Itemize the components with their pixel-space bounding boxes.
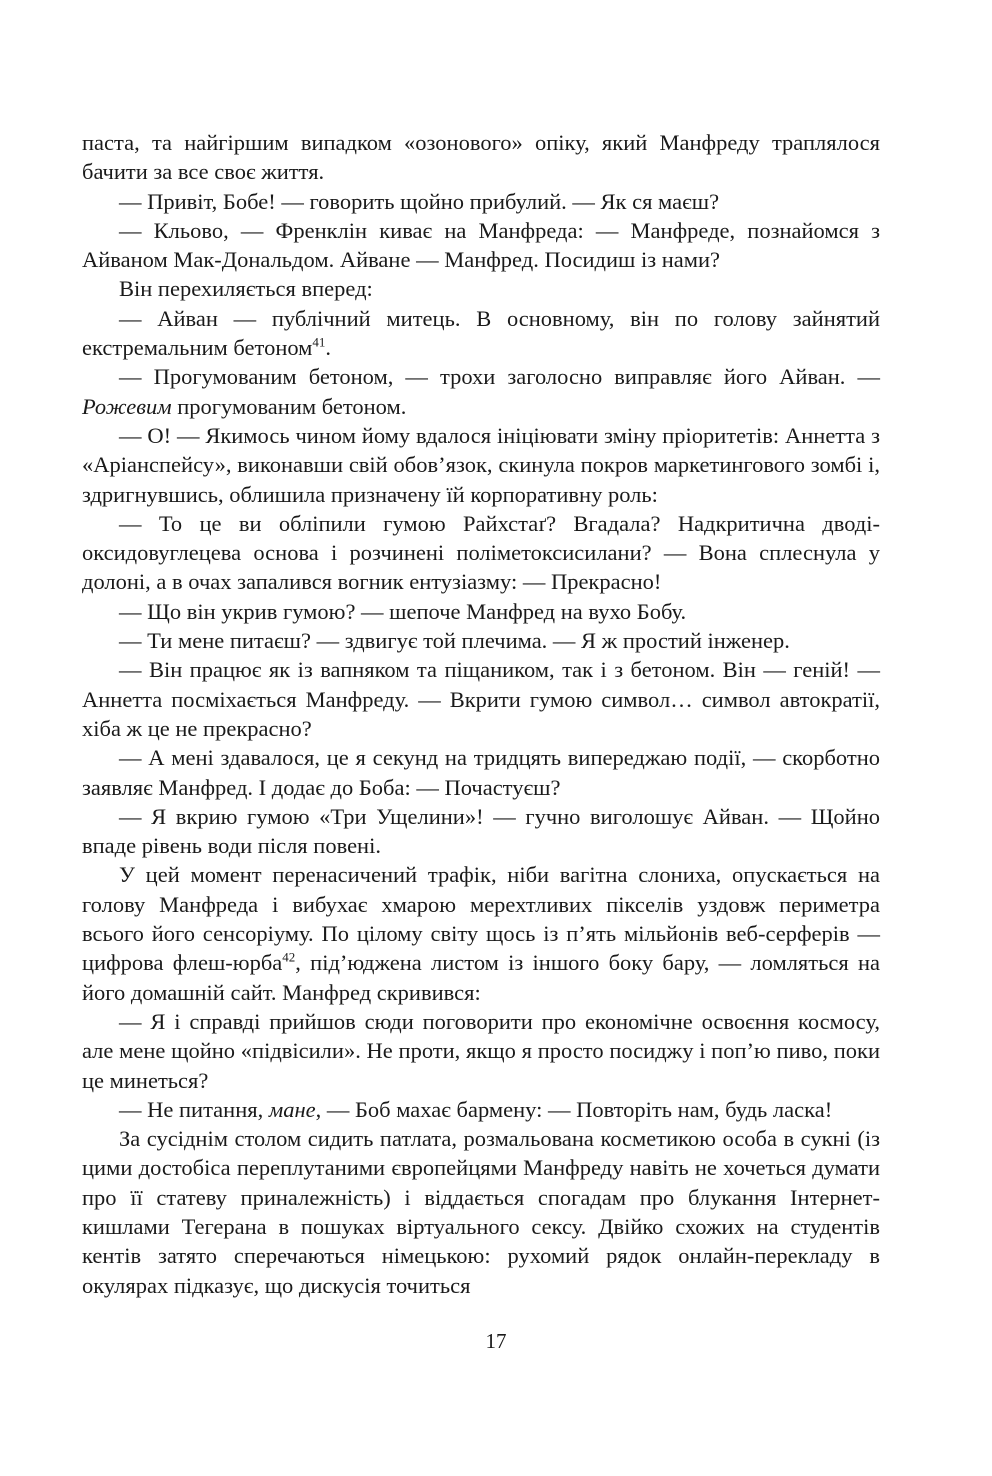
paragraph-text: паста, та найгіршим випадком «озонового» опіку, який Манфреду траплялося бачити за все своє життя.	[82, 130, 880, 185]
paragraph-text: — Ти мене питаєш? — здвигує той плечима. — Я ж простий інженер.	[119, 628, 790, 654]
paragraph-text: — Він працює як із вапняком та піщаником, так і з бетоном. Він — геній! — Аннетта посміхається Манфреду. — Вкрити гумою символ… символ автократії, хіба ж це не прекрасно?	[82, 657, 880, 741]
paragraph-text: , — Боб махає бармену: — Повторіть нам, будь ласка!	[315, 1096, 833, 1122]
paragraph	[82, 626, 880, 655]
page-number: 17	[485, 1329, 507, 1353]
paragraph	[82, 362, 880, 421]
paragraph	[82, 128, 880, 187]
paragraph	[82, 1095, 880, 1124]
page-body	[82, 128, 880, 1300]
paragraph	[82, 655, 880, 743]
paragraph-text: , під’юджена листом із іншого боку бару, — ломляться на його домашній сайт. Манфред скривився:	[82, 950, 880, 1005]
paragraph	[82, 743, 880, 802]
paragraph-text: — Прогумованим бетоном, — трохи заголосно виправляє його Айван. —	[119, 364, 880, 390]
paragraph-text: — Я вкрию гумою «Три Ущелини»! — гучно виголошує Айван. — Щойно впаде рівень води після повені.	[82, 803, 880, 859]
paragraph	[82, 597, 880, 626]
paragraph-text: За сусіднім столом сидить патлата, розмальована косметикою особа в сукні (із цими достобіса переплутаними європейцями Манфреду навіть не хочеться думати про її статеву приналежність) і віддається спогадам про блукання Інтернет-кишлами Тегерана в пошуках віртуального сексу. Двійко схожих на студентів кентів затято сперечаються німецькою: рухомий рядок онлайн-перекладу в окулярах підказує, що дискусія точиться	[82, 1126, 880, 1298]
paragraph	[82, 274, 880, 303]
paragraph-text: — О! — Якимось чином йому вдалося ініціювати зміну пріоритетів: Аннетта з «Аріанспейсу», виконавши свій обов’язок, скинула покров маркетингового зомбі і, здригнувшись, облишила призначену їй корпоративну роль:	[82, 422, 880, 507]
paragraph	[82, 187, 880, 216]
paragraph-text: — Що він укрив гумою? — шепоче Манфред на вухо Бобу.	[119, 598, 687, 624]
paragraph-text: Він перехиляється вперед:	[119, 276, 373, 302]
paragraph	[82, 509, 880, 597]
paragraph-text: — Айван — публічний митець. В основному, він по голову зайнятий екстремальним бетоном	[82, 305, 880, 361]
paragraph-text: — Я і справді прийшов сюди поговорити про економічне освоєння космосу, але мене щойно «підвісили». Не проти, якщо я просто посиджу і поп’ю пиво, поки це минеться?	[82, 1008, 880, 1093]
paragraph-text: прогумованим бетоном.	[171, 393, 407, 419]
footnote-marker: 41	[312, 334, 326, 350]
paragraph	[82, 421, 880, 509]
paragraph	[82, 1007, 880, 1095]
paragraph-text: — Не питання,	[119, 1096, 269, 1122]
paragraph-text: — То це ви обліпили гумою Райхстаґ? Вгадала? Надкритична дводіоксидовуглецева основа і розчинені поліметоксисилани? — Вона сплеснула у долоні, а в очах запалився вогник ентузіазму: — Прекрасно!	[82, 510, 880, 595]
paragraph-text: — Кльово, — Френклін киває на Манфреда: — Манфреде, познайомся з Айваном Мак-Дональдом. Айване — Манфред. Посидиш із нами?	[82, 217, 880, 273]
paragraph	[82, 802, 880, 861]
italic-text: Рожевим	[82, 393, 172, 419]
paragraph-text: .	[325, 335, 332, 361]
italic-text: мане	[268, 1096, 316, 1122]
footnote-marker: 42	[282, 949, 296, 965]
paragraph	[82, 304, 880, 363]
paragraph-text: У цей момент перенасичений трафік, ніби вагітна слониха, опускається на голову Манфреда і вибухає хмарою мерехтливих пікселів уздовж периметра всього його сенсоріуму. По цілому світу щось із п’ять мільйонів веб-серферів — цифрова флеш-юрба	[82, 862, 880, 976]
paragraph-text: — А мені здавалося, це я секунд на тридцять випереджаю події, — скорботно заявляє Манфред. І додає до Боба: — Почастуєш?	[82, 745, 880, 800]
paragraph	[82, 1124, 880, 1300]
paragraph	[82, 216, 880, 275]
paragraph	[82, 860, 880, 1006]
paragraph-text: — Привіт, Бобе! — говорить щойно прибулий. — Як ся маєш?	[119, 188, 720, 214]
